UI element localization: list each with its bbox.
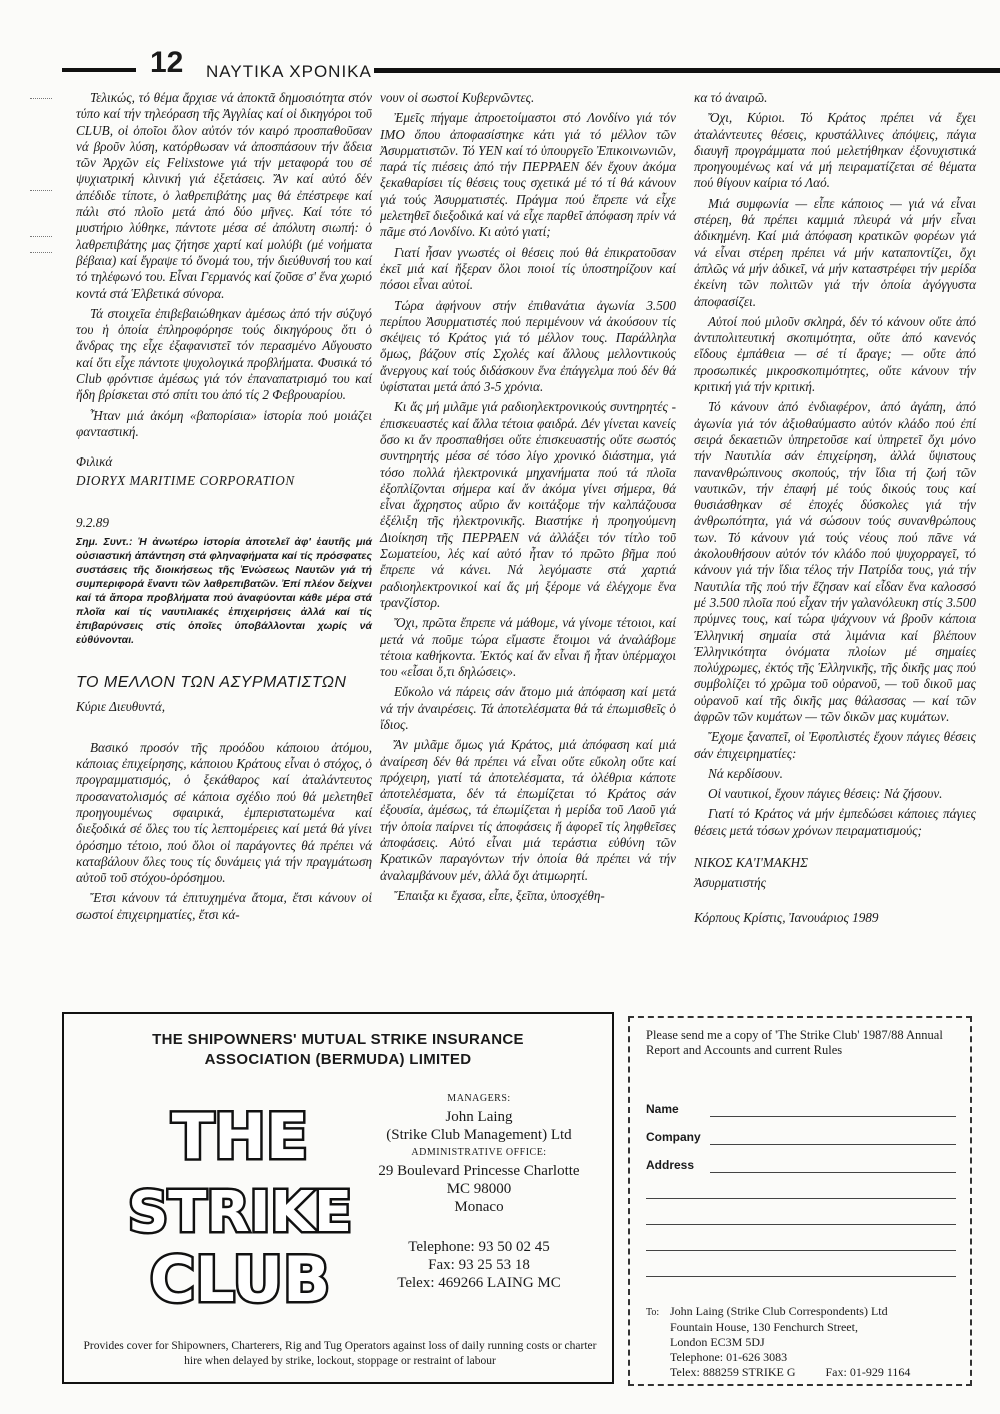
- address-field-line[interactable]: [646, 1224, 956, 1225]
- publication-title: ΝΑΥΤΙΚΑ ΧΡΟΝΙΚΑ: [206, 62, 372, 81]
- fax: Fax: 93 25 53 18: [428, 1257, 530, 1273]
- ad-title-line: ASSOCIATION (BERMUDA) LIMITED: [204, 1051, 472, 1068]
- managers-label: MANAGERS:: [447, 1093, 511, 1104]
- logo-line: CLUB: [149, 1243, 331, 1316]
- paragraph: Ἔχομε ξαναπεῖ, οἱ Ἐφοπλιστές ἔχουν πάγιες θέσεις σάν ἐπιχειρηματίες:: [694, 729, 976, 761]
- recipient-telex: Telex: 888259 STRIKE G: [670, 1365, 796, 1379]
- coupon-intro: Please send me a copy of 'The Strike Club' 1987/88 Annual Report and Accounts and current Rules: [646, 1028, 943, 1057]
- strike-club-advertisement: [62, 1012, 614, 1384]
- paragraph: Ἔτσι κάνουν τά ἐπιτυχημένα ἄτομα, ἔτσι κάνουν οἱ σωστοί ἐπιχειρηματίες, ἔτσι κά-: [76, 890, 372, 922]
- editor-note: Σημ. Συντ.: Ἡ ἀνωτέρω ἱστορία ἀποτελεῖ ἀφ' ἑαυτῆς μιά οὐσιαστική ἀπάντηση στά φληναφήματα καί τίς πρόσφατες συστάσεις τῆς διοικήσεως τῆς Ἑνώσεως Ναυτῶν γιά τή συμπεριφορά ἔναντι τῶν λαθρεπιβατῶν. Ἐπί πλέον δείχνει καί τά ἄπορα προβλήματα πού ἀναφύονται κάθε μέρα στά πλοῖα καί τίς ναυτιλιακές ἐπιχειρήσεις ἀλλά καί τίς ἐπιβαρύνσεις στίς ὁποῖες ὑποβάλλονται χωρίς νά εὐθύνονται.: [76, 536, 372, 647]
- coupon-recipient: [646, 1304, 970, 1380]
- name-field[interactable]: [710, 1116, 956, 1117]
- page-header: [62, 46, 1000, 86]
- strike-club-logo: [127, 1096, 353, 1316]
- paragraph: Ὄχι, πρῶτα ἔπρεπε νά μάθομε, νά γίνομε τέτοιοι, καί μετά νά ποῦμε τώρα εἴμαστε ἕτοιμοι νά ἀναλάβομε τέτοια καθήκοντα. Ἐκτός καί ἄν εἶναι ἤ ἦταν ὑπέρμαχοι του «εἶσαι ὅ,τι δηλώσεις».: [380, 615, 676, 680]
- paragraph: Τελικώς, τό θέμα ἄρχισε νά ἀποκτᾶ δημοσιότητα στόν τύπο καί τήν τηλεόραση τῆς Ἀγγλίας καί οἱ δικηγόροι τοῦ CLUB, οἱ ὁποῖοι ὅλον αὐτόν τόν καιρό προσπαθοῦσαν νά βροῦν λύση, κατόρθωσαν νά ἀποσπάσουν τήν ἄδεια τῶν Ἀρχῶν εἰς Felixstowe γιά τήν μεταφορά του σέ ψυχιατρική κλινική γιά ἐξετάσεις. Ἄν καί αὐτό δέν ἀπέδιδε τίποτε, ὁ λαθρεπιβάτης μας θά ἐπέστρεφε καί πάλι στό πλοῖο μετά ἀπό δύο μῆνες. Καί τότε τό μυστήριο λύθηκε, πάντοτε μέσα σέ ἀπόλυτη σιωπή: ὁ λαθρεπιβάτης μας ζήτησε χαρτί καί μολύβι (μέ νοήματα βέβαια) καί ἔγραψε τό ὄνομά του, τήν διεύθυνσή του καί τό τηλέφωνό του. Εἶναι Γερμανός καί ζοῦσε σ' ἕνα χωριό κοντά στά Ἑλβετικά σύνορα.: [76, 90, 372, 301]
- logo-line: STRIKE: [127, 1180, 353, 1245]
- address-line: MC 98000: [446, 1181, 512, 1197]
- place-date: Κόρπους Κρίστις, Ἰανουάριος 1989: [694, 909, 879, 925]
- paragraph: Βασικό προσόν τῆς προόδου κάποιου ἀτόμου, κάποιας ἐπιχείρησης, κάποιου Κράτους εἶναι ὁ στόχος, ὁ προγραμματισμός, ὁ ξεκάθαρος καί ἀταλάντευτος προσανατολισμός σέ κάποια σχέδιο πού θά μελετηθεῖ προηγουμένως σφαιρικά, ἐμπεριστατωμένα καί διεξοδικά σέ ὅλες του τίς λεπτομέρειες καί μετά θά γίνει ὁρόσημο τέτοιο, πού ὅλοι οἱ παράγοντες θά πρέπει νά καταβάλουν ὅλες τους τίς δυνάμεις γιά τήν πραγμάτωση αὐτοῦ τοῦ στόχου-ὁρόσημου.: [76, 739, 372, 886]
- letter-date: 9.2.89: [76, 514, 109, 530]
- recipient-line: Telephone: 01-626 3083: [670, 1350, 788, 1364]
- telephone: Telephone: 93 50 02 45: [408, 1239, 550, 1255]
- address-field-line[interactable]: [646, 1250, 956, 1251]
- article-column-2: [380, 90, 676, 908]
- article-column-1: [76, 90, 372, 927]
- paragraph: Αὐτοί πού μιλοῦν σκληρά, δέν τό κάνουν οὔτε ἀπό ἀντιπολιτευτική σκοπιμότητα, οὔτε ἀπό κανενός εἴδους ἐμπάθεια — σέ τί ἄραγε; — οὔτε ἀπό προσωπικές μικροσκοπιμότητες, οὔτε κάνουν τήν κριτική γιά τήν κριτική.: [694, 313, 976, 395]
- company-field[interactable]: [710, 1144, 956, 1145]
- paragraph: Τά στοιχεῖα ἐπιβεβαιώθηκαν ἀμέσως ἀπό τήν σύζυγό του ἡ ὁποία ἐπληροφόρησε τούς δικηγόρους ὅτι ὁ ἄνδρας της εἶχε ἐξαφανιστεῖ τόν περασμένο Αὔγουστο καί ὅτι εἶχε πάντοτε ψυχολογικά προβλήματα. Φυσικά τό Club φρόντισε ἀμέσως γιά τόν ἐπαναπατρισμό του καί ἤδη βρίσκεται στό σπίτι του ἀπό τίς 2 Φεβρουαρίου.: [76, 305, 372, 403]
- author-name: ΝΙΚΟΣ ΚΑ'Ι'ΜΑΚΗΣ: [694, 855, 808, 871]
- margin-mark: [30, 190, 52, 191]
- paragraph: Γιατί τό Κράτος νά μήν ἐμπεδώσει κάποιες πάγιες θέσεις μετά τόσων χρόνων πειραματισμούς;: [694, 806, 976, 838]
- salutation: Κύριε Διευθυντά,: [76, 699, 166, 715]
- manager-company: (Strike Club Management) Ltd: [386, 1127, 572, 1143]
- name-label: Name: [646, 1102, 679, 1116]
- request-coupon: [628, 1016, 972, 1386]
- recipient-fax: Fax: 01-929 1164: [825, 1365, 911, 1379]
- ad-footer: Provides cover for Shipowners, Charterers, Rig and Tug Operators against loss of daily running costs or charter hire when delayed by strike, lockout, stoppage or restraint of labour: [83, 1340, 597, 1367]
- paragraph: Γιατί ἦσαν γνωστές οἱ θέσεις πού θά ἐπικρατοῦσαν ἐκεῖ μιά καί ἤξεραν ὅλοι ποιοί τίς ὑποστηρίζουν καί πόσοι εἶναι αὐτοί.: [380, 244, 676, 293]
- ad-title-line: THE SHIPOWNERS' MUTUAL STRIKE INSURANCE: [152, 1031, 524, 1048]
- header-rule-left: [62, 68, 136, 72]
- telex: Telex: 469266 LAING MC: [397, 1275, 561, 1291]
- paragraph: Μιά συμφωνία — εἶπε κάποιος — γιά νά εἶναι στέρεη, θά πρέπει καμμιά πλευρά νά μήν εἶναι ἀδικημένη. Καί μιά ἀπόφαση κρατικῶν φορέων γιά νά εἶναι στέρεη πρέπει νά μήν καταποντίζει, ὄχι ἁπλῶς νά μήν ἀδικεῖ, νά μήν καταστρέφει τήν μερίδα ἐκείνη τῶν πολιτῶν γιά τήν ὁποία ἀγόγγυστα ἀποφασίζει.: [694, 195, 976, 309]
- margin-mark: [30, 236, 52, 237]
- address-field-line[interactable]: [646, 1198, 956, 1199]
- article-column-3: [694, 90, 976, 930]
- paragraph: Νά κερδίσουν.: [708, 765, 783, 781]
- signoff: Φιλικά: [76, 454, 113, 470]
- paragraph: Εὔκολο νά πάρεις σάν ἄτομο μιά ἀπόφαση καί μετά νά τήν ἀναιρέσεις. Τά ἀποτελέσματα θά τά ἐπωμισθεῖς ὁ ἴδιος.: [380, 684, 676, 732]
- recipient-line: London EC3M 5DJ: [670, 1335, 765, 1349]
- address-line: Monaco: [454, 1199, 504, 1215]
- ad-title: [64, 1030, 612, 1070]
- paragraph: Ὄχι, Κύριοι. Τό Κράτος πρέπει νά ἔχει ἀταλάντευτες θέσεις, κρυστάλλινες ἀπόψεις, πάγια διαυγῆ προγράμματα πού μελετήθηκαν ἐξονυχιστικά προηγουμένως καί νά μή πειραματίζεται σέ θέματα πού θίγουν καίρια τό Λαό.: [694, 110, 976, 191]
- signature-company: DIORYX MARITIME CORPORATION: [76, 472, 295, 488]
- paragraph: Ἦταν μιά ἀκόμη «βαπορίσια» ἱστορία πού μοιάζει φανταστική.: [76, 407, 372, 439]
- company-label: Company: [646, 1130, 701, 1144]
- to-label: To:: [646, 1307, 660, 1318]
- manager-name: John Laing: [445, 1109, 513, 1125]
- page-number: 12: [150, 46, 184, 79]
- section-heading: ΤΟ ΜΕΛΛΟΝ ΤΩΝ ΑΣΥΡΜΑΤΙΣΤΩΝ: [76, 674, 347, 692]
- margin-mark: [30, 252, 52, 253]
- paragraph: Τώρα ἀφήνουν στήν ἐπιθανάτια ἀγωνία 3.500 περίπου Ἀσυρματιστές πού περιμένουν νά ἀκούσουν τίς σκέψεις τό Κράτος γιά τό μέλλον τους. Παράλληλα ὅμως, βάζουν στίς Σχολές καί ἄλλους μελλοντικούς ἄνεργους καί τούς διδάσκουν ἕνα ἐπάγγελμα πού δέν θά ὑφίσταται μετά ἀπό 3-5 χρόνια.: [380, 297, 676, 395]
- ad-contact-block: [354, 1090, 604, 1292]
- address-line: 29 Boulevard Princesse Charlotte: [378, 1163, 580, 1179]
- author-role: Ἀσυρματιστής: [694, 875, 766, 891]
- header-rule-right: [374, 68, 1000, 73]
- paragraph: Ἄν μιλᾶμε ὅμως γιά Κράτος, μιά ἀπόφαση καί μιά ἀναίρεση δέν θά πρέπει νά εἶναι οὔτε εὔκολη οὔτε καί πρόχειρη, γιατί τά ἀποτελέσματα, τά ὀλέθρια κάποτε ἀποτελέσματα, δέν τά ἐπωμίζεται τό Κράτος σάν ἐξουσία, ἀμέσως, τά ἐπωμίζεται ἡ μερίδα τοῦ Λαοῦ γιά τήν ὁποία παίρνει τίς ἀποφάσεις ἤ ἀφορεῖ τίς ληφθεῖσες ἀποφάσεις. Αὐτό εἶναι μιά τεράστια εὐθύνη τῶν Κρατικῶν παραγόντων τήν ὁποία θά πρέπει νά τήν ἀναλαμβάνουν μέν, ἀλλά ὄχι ἀτιμωρητί.: [380, 737, 676, 883]
- paragraph: Τό κάνουν ἀπό ἐνδιαφέρον, ἀπό ἀγάπη, ἀπό ἀγωνία γιά τόν ἀξιοθαύμαστο αὐτόν κλάδο πού ἐπί σειρά δεκαετιῶν ὑπηρετοῦσε καί ὑπηρετεῖ ὄχι μόνο τήν Ναυτιλία σάν ἐπιχείρηση, ἀλλά ὕψιστους πανανθρώπινους σκοπούς, τήν ἴδια τή ζωή τῶν ναυτικῶν, τήν ἐπαφή μέ τούς δικούς τους καί θυσιάσθηκαν σέ ἐποχές δύσκολες γιά τήν ἀνθρωπότητα, γιά νά σώσουν τούς συνανθρώπους των. Τό κάνουν γιά τούς νέους πού πᾶνε νά ἀκολουθήσουν αὐτόν τόν κλάδο πού ψυχορραγεῖ, τό κάνουν γιά τήν ἴδια τέλος τήν Πατρίδα τους, γιά τήν Ναυτιλία τῆς πού τήν ἔζησαν καί εἶδαν ἕνα καλοσσό μέ 3.500 πλοῖα πού εἶχαν τήν γαλανόλευκη στίς 3.500 πρύμνες τους, καί τώρα ψάχνουν νά βροῦν κάποια Ἑλληνική σημαία στά λιμάνια καί βλέπουν Ἑλληνικότητα ὀνόματα πλοίων μέ σημαίες πολύχρωμες, ἐκτός τῆς Ἑλληνικῆς, τῆς δικῆς μας πού συμβολίζει τό χρῶμα τοῦ οὐρανοῦ, — τοῦ δικοῦ μας οὐρανοῦ καί τῆς δικῆς μας θάλασσας — καί τῶν ἀφρῶν τῶν κυμάτων — τῶν δικῶν μας κυμάτων.: [694, 399, 976, 724]
- paragraph: νουν οἱ σωστοί Κυβερνῶντες.: [380, 90, 535, 105]
- address-label: Address: [646, 1158, 695, 1172]
- address-field-line[interactable]: [646, 1276, 956, 1277]
- office-label: ADMINISTRATIVE OFFICE:: [411, 1147, 547, 1158]
- paragraph: Ἐμεῖς πήγαμε ἀπροετοίμαστοι στό Λονδίνο γιά τόν IMO ὅπου ἀποφασίστηκε κάτι γιά τό μέλλον τῶν Ἀσυρματιστῶν. Τό ΥΕΝ καί τό ὑπουργεῖο Ἐπικοινωνιῶν, παρά τίς πιέσεις ἀπό τήν ΠΕΡΡΑΕΝ δέν ἔχουν ἀκόμα ξεκαθαρίσει τίς θέσεις τους σχετικά μέ τό τί θά κάνουν γιά τούς Ἀσυρματιστές. Πράγμα πού ἔπρεπε νά εἶχε μελετηθεῖ διεξοδικά καί νά εἶχε παρθεῖ ἀπόφαση πρίν νά πᾶμε στό Λονδίνο. Κι αὐτό γιατί;: [380, 110, 676, 240]
- address-field[interactable]: [710, 1172, 956, 1173]
- paragraph: Οἱ ναυτικοί, ἔχουν πάγιες θέσεις: Νά ζήσουν.: [708, 786, 943, 802]
- recipient-line: John Laing (Strike Club Correspondents) Ltd: [670, 1304, 888, 1318]
- paragraph: Κι ἄς μή μιλᾶμε γιά ραδιοηλεκτρονικούς συντηρητές - ἐπισκευαστές καί ἄλλα τέτοια φαιδρά. Δέν γίνεται κανείς ὅσο κι ἄν προσπαθήσει οὔτε ἐπισκευαστής οὔτε σωστός συντηρητής μέσα σέ τόσο λίγο χρονικό διάστημα, γιά τόσο πολλά ἠλεκτρονικά μηχανήματα πού τά πλοῖα ἐξοπλίζονται σήμερα καί ἄν ἀκόμα γίνει σήμερα, θά εἶναι ἄχρηστος αὔριο ἄν κοιτάξομε τήν καλπάζουσα ἐξέλιξη τῆς ἠλεκτρονικῆς. Βιαστήκε ἡ προηγούμενη Διοίκηση τῆς ΠΕΡΡΑΕΝ νά ἀλλάξει τόν τίτλο τοῦ Σωματείου, λές καί αὐτό ἦταν τό πρῶτο βῆμα πού ἔπρεπε νά κάνει. Νά λεγόμαστε στά χαρτιά ραδιοηλεκτρονικοί καί ἄς μή ξέρομε νά ἐλέγχομε ἕνα τρανζίστορ.: [380, 399, 676, 610]
- logo-line: THE: [171, 1100, 309, 1173]
- paragraph: Ἔπαιξα κι ἔχασα, εἶπε, ξεῖπα, ὑποσχέθη-: [394, 887, 605, 903]
- recipient-line: Fountain House, 130 Fenchurch Street,: [670, 1320, 858, 1334]
- margin-mark: [30, 98, 52, 99]
- paragraph: κα τό ἀναιρῶ.: [694, 90, 768, 105]
